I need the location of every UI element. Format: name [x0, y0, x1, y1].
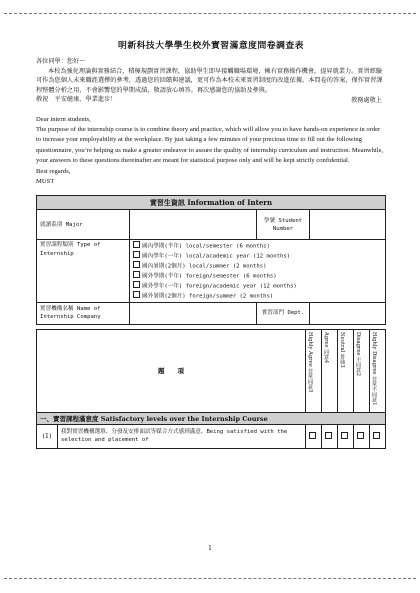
en-closing: Best regards, — [36, 167, 71, 175]
scale-header-5: Highly Agree 非常同意5 — [306, 329, 322, 412]
intern-info-table — [36, 195, 386, 324]
info-table-heading: 實習生資訊 Information of Intern — [37, 196, 386, 210]
question-text: 我對實習機構選填、分發及安排面試等媒合方式感到滿意。Being satisfied with the selection and placement of — [58, 424, 306, 448]
rating-table — [36, 329, 386, 449]
course-type-options — [130, 240, 386, 302]
rating-checkbox-4[interactable] — [322, 424, 338, 448]
zh-body: 本校為強化理論與實務結合，積極規劃實習課程，協助學生即早接觸職場環境，擁有實務操作機會，提昇就業力。實習經驗可作為您個人未來職涯選擇的參考，透過您的回饋與建議，更可作為本校未來實習制度的改進依據。本問卷的答案，僅作實習課程整體分析之用，不會影響您的學期成績，敬請放心填答。再次感謝您的協助及參與。 — [36, 67, 383, 94]
zh-greeting: 各位同學：您好～ — [36, 58, 86, 65]
checkbox[interactable] — [133, 241, 140, 248]
zh-signature: 教務處敬上 — [351, 96, 382, 104]
item-column-header: 題 項 — [37, 329, 306, 412]
letter-zh — [36, 57, 386, 106]
company-field[interactable] — [130, 302, 257, 324]
scale-header-4: Agree 同意4 — [322, 329, 338, 412]
checkbox[interactable] — [133, 281, 140, 288]
top-dashed-rule — [4, 13, 416, 14]
en-body: The purpose of the internship course is to combine theory and practice, which will allow you to have hands-on experience in order to increase your employability at the workplace. By just taking a few minutes of your precious time to fill out the following questionnaire, you’re helping us make a greater endeavor to assure the quality of internship curriculum and instruction. Meanwhile, your answers to these questions thereinafter are meant for statistical purpose only and will be kept strictly confidential. — [36, 125, 384, 165]
rating-checkbox-2[interactable] — [354, 424, 370, 448]
course-option[interactable]: 國外學期(半年) foreign/semester (6 months) — [133, 271, 382, 281]
document-page — [36, 20, 386, 449]
scale-header-1: Highly Disagree 非常不同意1 — [370, 329, 386, 412]
question-number: (1) — [37, 424, 58, 448]
dept-field[interactable] — [130, 210, 257, 240]
rating-checkbox-1[interactable] — [370, 424, 386, 448]
dept-label: 就讀系別 Major — [37, 210, 130, 240]
page-title: 明新科技大學學生校外實習滿意度問卷調查表 — [118, 41, 304, 51]
page-number: 1 — [208, 545, 212, 552]
section-1-heading: 一、實習課程滿意度 Satisfactory levels over the Internship Course — [37, 412, 386, 424]
company-label: 實習機構名稱 Name of Internship Company — [37, 302, 130, 324]
en-greeting: Dear intern students, — [36, 115, 91, 123]
student-no-label: 學號 Student Number — [257, 210, 310, 240]
rating-checkbox-3[interactable] — [338, 424, 354, 448]
course-option[interactable]: 國外暑期(2個月) foreign/summer (2 months) — [133, 291, 382, 301]
checkbox[interactable] — [133, 251, 140, 258]
zh-closing: 敬祝 平安健康、學業進步！ — [36, 96, 117, 104]
letter-en — [36, 115, 386, 188]
checkbox[interactable] — [133, 261, 140, 268]
bottom-dashed-rule — [4, 578, 416, 579]
course-option[interactable]: 國內學期(半年) local/semester (6 months) — [133, 241, 382, 251]
course-option[interactable]: 國內學年(一年) local/academic year (12 months) — [133, 251, 382, 261]
company-dept-label: 實習部門 Dept. — [257, 302, 310, 324]
course-type-label: 實習課程類別 Type of Internship — [37, 240, 130, 302]
checkbox[interactable] — [133, 271, 140, 278]
course-option[interactable]: 國外學年(一年) foreign/academic year (12 months) — [133, 281, 382, 291]
company-dept-field[interactable] — [310, 302, 386, 324]
student-no-field[interactable] — [310, 210, 386, 240]
scale-header-3: Neutral 普通3 — [338, 329, 354, 412]
en-sender: MUST — [36, 178, 55, 185]
rating-checkbox-5[interactable] — [306, 424, 322, 448]
checkbox[interactable] — [133, 291, 140, 298]
course-option[interactable]: 國內暑期(2個月) local/summer (2 months) — [133, 261, 382, 271]
scale-header-2: Disagree 不同意2 — [354, 329, 370, 412]
